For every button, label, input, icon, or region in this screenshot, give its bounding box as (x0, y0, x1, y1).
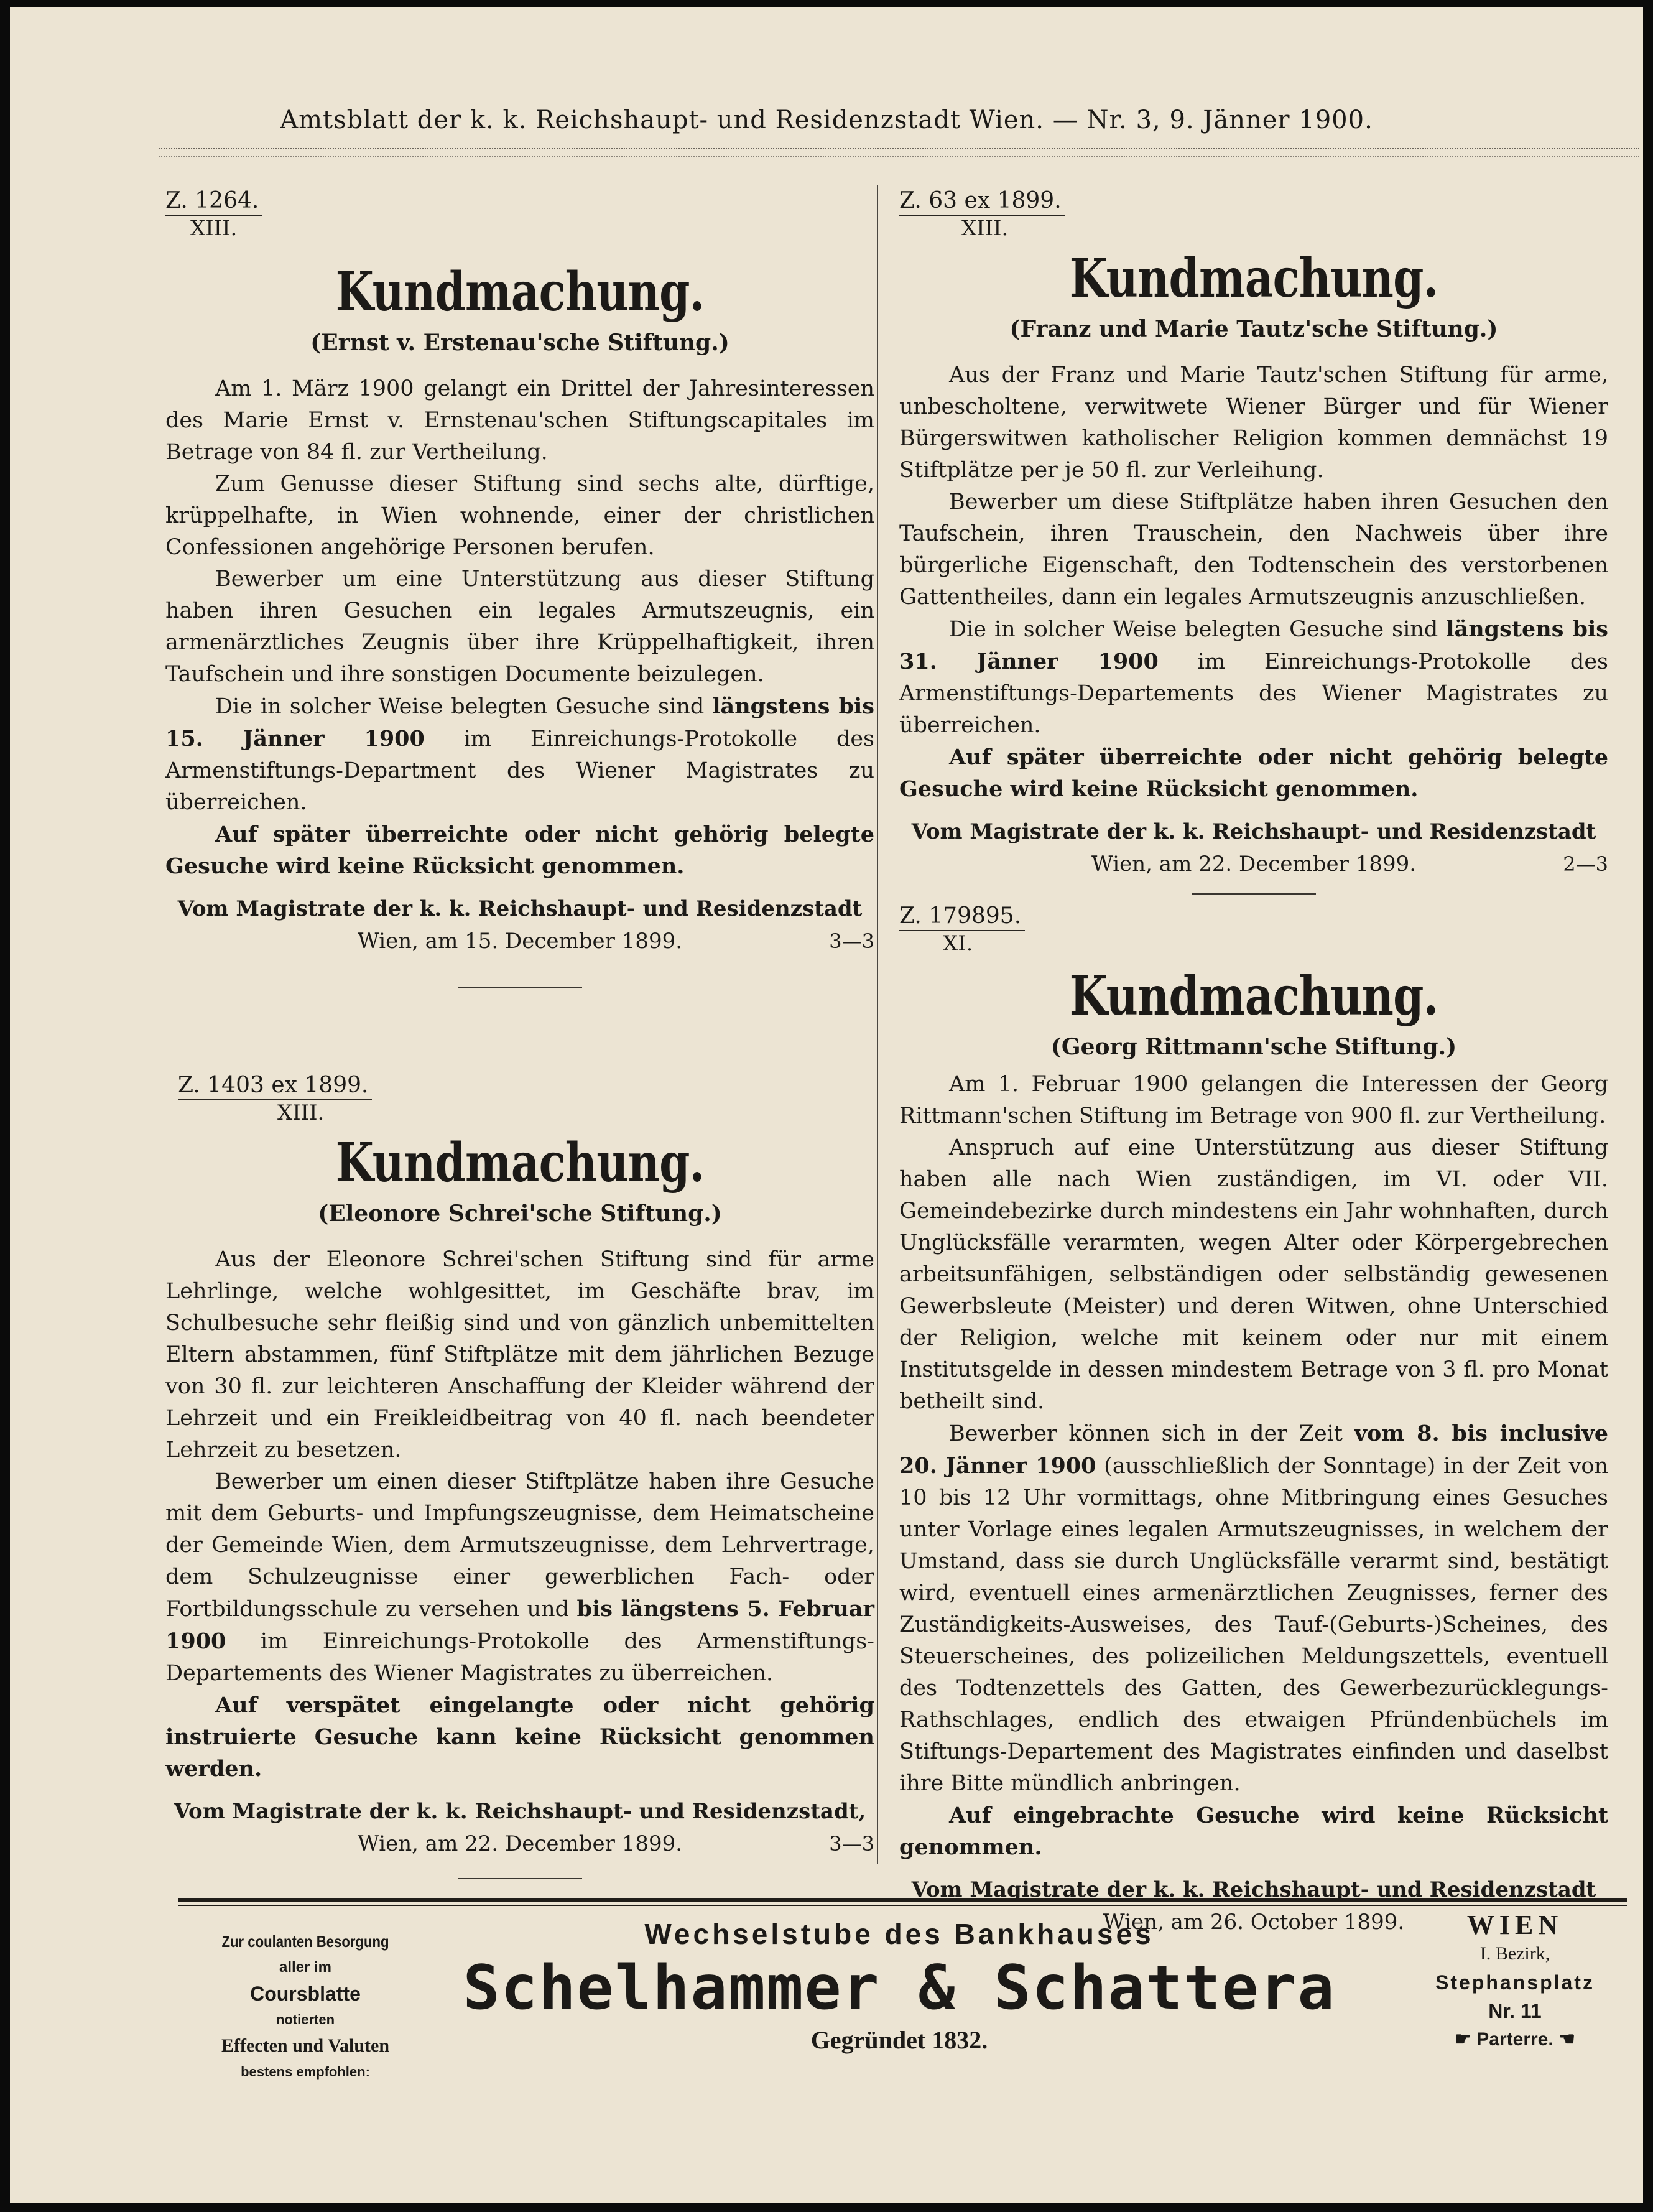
issue-date: Wien, am 26. October 1899. (1103, 1910, 1405, 1935)
closing-notice: Auf verspätet eingelangte oder nicht gehörig instruierte Gesuche kann keine Rücksicht genommen werden. (165, 1693, 874, 1782)
district: XIII. (190, 216, 238, 241)
issue-date: Wien, am 22. December 1899. (357, 1831, 683, 1856)
section-rule (458, 1878, 582, 1879)
ad-left-line: aller im (279, 1959, 332, 1976)
article-subtitle: (Georg Rittmann'sche Stiftung.) (1050, 1034, 1457, 1060)
paragraph: Bewerber um eine Unterstützung aus dieser Stiftung haben ihren Gesuchen ein legales Armutszeugnis, ein armenärztliches Zeugnis über ihre Krüppelhaftigkeit, ihren Taufschein und ihre sonstigen Documente beizulegen. (165, 567, 874, 687)
article-heading: Kundmachung. (1069, 247, 1438, 310)
section-rule (1192, 893, 1316, 895)
article-heading: Kundmachung. (335, 1132, 705, 1194)
closing-notice: Auf später überreichte oder nicht gehörig belegte Gesuche wird keine Rücksicht genommen. (899, 745, 1608, 802)
ad-floor: Parterre. (1476, 2029, 1553, 2050)
issue-date: Wien, am 15. December 1899. (357, 929, 683, 954)
reference-number: Z. 63 ex 1899. (899, 188, 1065, 216)
deadline-text: Bewerber um einen dieser Stiftplätze haben ihre Gesuche mit dem Geburts- und Impfungszeugnisse, dem Heimatscheine der Gemeinde Wien, dem Armutszeugnisse, dem Lehrvertrage, dem Schulzeugnisse einer gewerblichen Fach- oder Fortbildungsschule zu versehen und (165, 1469, 874, 1622)
ad-left-line: Coursblatte (250, 1982, 361, 2005)
ad-top-rule-thin (178, 1905, 1627, 1906)
reference-number: Z. 179895. (899, 903, 1025, 931)
deadline-date: bis längstens 5. Februar 1900 (165, 1596, 874, 1654)
paragraph: Aus der Franz und Marie Tautz'schen Stiftung für arme, unbescholtene, verwitwete Wiener Bürger und für Wiener Bürgerswitwen katholischer Religion kommen demnächst 19 Stiftplätze per je 50 fl. zur Verleihung. (899, 363, 1608, 483)
installment-number: 2—3 (1563, 852, 1608, 876)
article-erstenau (165, 188, 874, 988)
paragraph: Aus der Eleonore Schrei'schen Stiftung sind für arme Lehrlinge, welche wohlgesittet, im Geschäfte brav, im Schulbesuche sehr fleißig sind und von gänzlich unbemittelten Eltern abstammen, fünf Stiftplätze mit dem jährlichen Bezuge von 30 fl. zur leichteren Anschaffung der Kleider während der Lehrzeit und ein Freikleidbeitrag von 40 fl. nach beendeter Lehrzeit zu besetzen. (165, 1247, 874, 1462)
deadline-text: Die in solcher Weise belegten Gesuche sind (215, 694, 713, 719)
deadline-paragraph (899, 613, 1608, 741)
deadline-text-end: im Einreichungs-Protokolle des Armenstiftungs-Departements des Wiener Magistrates zu überreichen. (165, 1629, 874, 1686)
article-heading: Kundmachung. (335, 261, 705, 323)
reference-number: Z. 1264. (165, 188, 262, 216)
district: XIII. (277, 1100, 325, 1125)
reference-number: Z. 1403 ex 1899. (178, 1072, 372, 1100)
ad-city: WIEN (1466, 1910, 1563, 1940)
ad-left-line: bestens empfohlen: (241, 2064, 370, 2080)
column-divider (877, 185, 878, 1864)
ad-street: Stephansplatz (1435, 1971, 1595, 1994)
issue-date: Wien, am 22. December 1899. (1091, 852, 1417, 876)
paragraph: Am 1. März 1900 gelangt ein Drittel der Jahresinteressen des Marie Ernst v. Ernstenau'schen Stiftungscapitales im Betrage von 84 fl. zur Vertheilung. (165, 376, 874, 465)
ad-number: Nr. 11 (1488, 2000, 1542, 2022)
paragraph: Bewerber um diese Stiftplätze haben ihren Gesuchen den Taufschein, ihren Trauschein, den Nachweis über ihre bürgerliche Eigenschaft, den Todtenschein des verstorbenen Gattentheiles, dann ein legales Armutszeugnis anzuschließen. (899, 490, 1608, 610)
pointing-hand-icon: ☚ (1558, 2029, 1575, 2050)
authority: Vom Magistrate der k. k. Reichshaupt- und Residenzstadt (911, 819, 1596, 844)
ad-center (420, 1917, 1378, 2055)
authority: Vom Magistrate der k. k. Reichshaupt- und Residenzstadt (911, 1877, 1596, 1902)
authority: Vom Magistrate der k. k. Reichshaupt- und Residenzstadt, (174, 1799, 866, 1824)
installment-number: 3—3 (829, 929, 874, 953)
deadline-text: Die in solcher Weise belegten Gesuche sind (949, 617, 1447, 642)
newspaper-page (10, 7, 1643, 2203)
paragraph: Anspruch auf eine Unterstützung aus dieser Stiftung haben alle nach Wien zuständigen, im VI. oder VII. Gemeindebezirke durch mindestens ein Jahr wohnhaften, durch Unglücksfälle verarmten, wegen Alter oder Körpergebrechen arbeitsunfähigen, selbständigen oder selbständig gewesenen Gewerbsleute (Meister) und deren Witwen, ohne Unterschied der Religion, welche mit keinem oder nur mit einem Institutsgelde in dessen mindestem Betrage von 3 fl. pro Monat betheilt sind. (899, 1135, 1608, 1414)
ad-right-text (1384, 1911, 1643, 2054)
ad-left-line: Zur coulanten Besorgung (221, 1932, 389, 1951)
ad-founded: Gegründet 1832. (810, 2026, 988, 2054)
article-subtitle: (Ernst v. Erstenau'sche Stiftung.) (310, 330, 729, 356)
header-divider (159, 148, 1639, 157)
deadline-text: Bewerber können sich in der Zeit (949, 1421, 1354, 1446)
ad-left-text (190, 1928, 420, 2085)
deadline-paragraph (165, 1466, 874, 1689)
article-tautz (899, 188, 1608, 895)
deadline-text-end: (ausschließlich der Sonntage) in der Zeit von 10 bis 12 Uhr vormittags, ohne Mitbringung eines Gesuches unter Vorlage eines legalen Armutszeugnisses, in welchem der Umstand, dass sie durch Unglücksfälle verarmt sind, bestätigt wird, eventuell eines armenärztlichen Zeugnisses, ferner des Zuständigkeits-Ausweises, des Tauf-(Geburts-)Scheines, des Steuerscheines, des polizeilichen Meldungszettels, eventuell des Todtenzettels des Gatten, des Gewerbezurücklegungs-Rathschlages, endlich des etwaigen Pfründenbüchels im Stiftungs-Departement des Magistrates einfinden und daselbst ihre Bitte mündlich anbringen. (899, 1454, 1609, 1796)
closing-notice: Auf später überreichte oder nicht gehörig belegte Gesuche wird keine Rücksicht genommen. (165, 822, 874, 879)
paragraph: Am 1. Februar 1900 gelangen die Interessen der Georg Rittmann'schen Stiftung im Betrage von 900 fl. zur Vertheilung. (899, 1072, 1608, 1128)
article-schrei (165, 1072, 874, 1879)
deadline-date: längstens bis 15. Jänner 1900 (165, 694, 875, 751)
installment-number: 3—3 (829, 1832, 874, 1856)
deadline-date: längstens bis 31. Jänner 1900 (899, 616, 1609, 674)
article-subtitle: (Eleonore Schrei'sche Stiftung.) (318, 1201, 722, 1227)
deadline-paragraph (899, 1418, 1608, 1800)
ad-left-line: notierten (276, 2012, 335, 2027)
authority: Vom Magistrate der k. k. Reichshaupt- und Residenzstadt (177, 896, 863, 921)
ad-firm-name: Schelhammer & Schattera (463, 1953, 1336, 2024)
deadline-date: vom 8. bis inclusive 20. Jänner 1900 (899, 1421, 1609, 1479)
deadline-text-end: im Einreichungs-Protokolle des Armenstiftungs-Departements des Wiener Magistrates zu überreichen. (899, 649, 1608, 738)
deadline-text-end: im Einreichungs-Protokolle des Armenstiftungs-Department des Wiener Magistrates zu überreichen. (165, 727, 874, 815)
district: XIII. (961, 216, 1009, 241)
district: XI. (943, 931, 973, 956)
ad-top-line: Wechselstube des Bankhauses (644, 1918, 1154, 1950)
pointing-hand-icon: ☛ (1455, 2029, 1471, 2050)
paragraph: Zum Genusse dieser Stiftung sind sechs alte, dürftige, krüppelhafte, in Wien wohnende, einer der christlichen Confessionen angehörige Personen berufen. (165, 472, 874, 560)
deadline-paragraph (165, 690, 874, 819)
ad-district: I. Bezirk, (1479, 1943, 1550, 1964)
article-heading: Kundmachung. (1069, 965, 1438, 1028)
ad-top-rule (178, 1898, 1627, 1902)
article-rittmann (899, 903, 1608, 1938)
closing-notice: Auf eingebrachte Gesuche wird keine Rücksicht genommen. (899, 1803, 1608, 1860)
ad-left-line: Effecten und Valuten (221, 2035, 390, 2056)
running-head: Amtsblatt der k. k. Reichshaupt- und Residenzstadt Wien. — Nr. 3, 9. Jänner 1900. (280, 106, 1373, 134)
article-subtitle: (Franz und Marie Tautz'sche Stiftung.) (1009, 316, 1498, 342)
section-rule (458, 987, 582, 988)
